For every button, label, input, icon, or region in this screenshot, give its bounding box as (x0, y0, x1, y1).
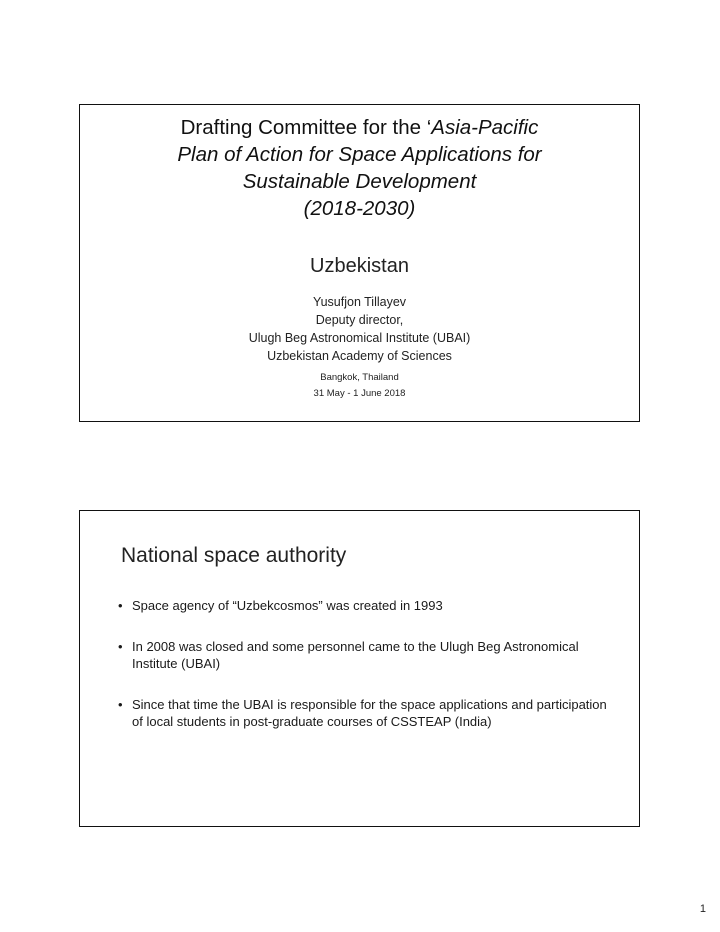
title-line-3: Sustainable Development (242, 170, 477, 193)
title-line-4: (2018-2030) (303, 197, 416, 220)
bullet-text: Since that time the UBAI is responsible for the space applications and participation of local students in post-graduate courses of CSSTEAP (India) (132, 697, 607, 729)
title-line-1: Drafting Committee for the ‘ (180, 116, 432, 139)
author-institute: Ulugh Beg Astronomical Institute (UBAI) (248, 331, 471, 345)
event-location: Bangkok, Thailand (320, 372, 399, 383)
slide-title-heading (80, 114, 639, 222)
bullet-item (116, 696, 609, 730)
bullet-text: Space agency of “Uzbekcosmos” was created in 1993 (132, 598, 443, 613)
author-block (80, 293, 639, 365)
slide-national-space-authority (79, 510, 640, 827)
bullet-glyph: • (118, 697, 123, 712)
event-dates: 31 May - 1 June 2018 (313, 388, 406, 399)
slide-heading: National space authority (121, 544, 347, 567)
bullet-glyph: • (118, 598, 123, 613)
bullet-item (116, 597, 609, 614)
title-line-2: Plan of Action for Space Applications for (177, 143, 542, 166)
title-line-1-italic: Asia-Pacific (431, 116, 539, 139)
page-number: 1 (699, 903, 706, 915)
author-name: Yusufjon Tillayev (312, 295, 407, 309)
slide-title (79, 104, 640, 422)
bullet-glyph: • (118, 639, 123, 654)
bullet-text: In 2008 was closed and some personnel came to the Ulugh Beg Astronomical Institute (UBAI) (132, 639, 579, 671)
bullet-item (116, 638, 609, 672)
bullet-list (116, 597, 609, 730)
event-info (80, 370, 639, 402)
author-academy: Uzbekistan Academy of Sciences (267, 349, 452, 363)
author-role: Deputy director, (315, 313, 404, 327)
country-name: Uzbekistan (310, 255, 409, 277)
